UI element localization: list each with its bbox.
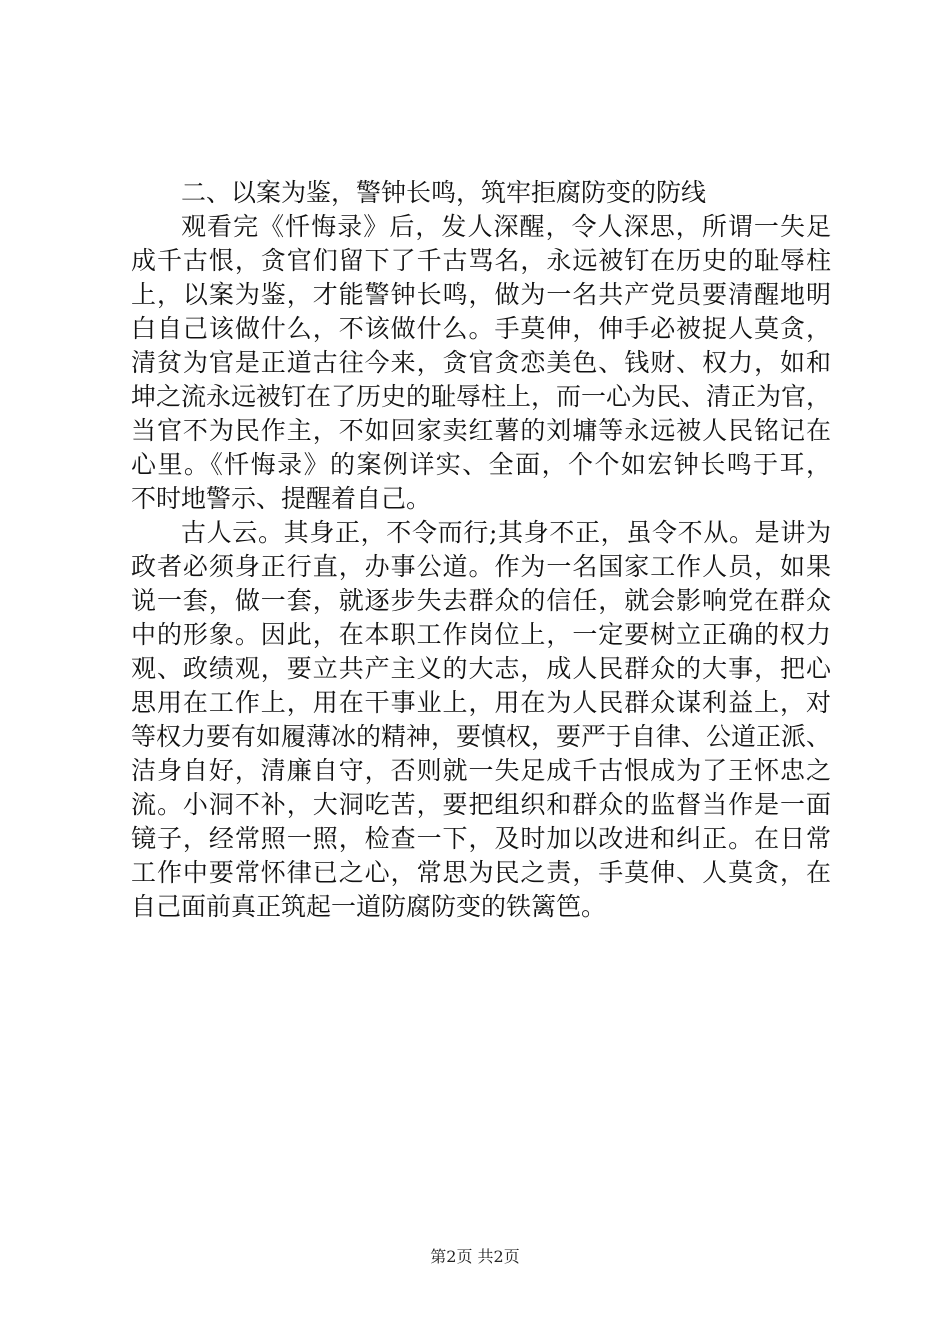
paragraph-line: 工作中要常怀律已之心，常思为民之责，手莫伸、人莫贪，在	[131, 858, 831, 887]
paragraph-line: 说一套，做一套，就逐步失去群众的信任，就会影响党在群众	[131, 586, 831, 615]
paragraph-line: 不时地警示、提醒着自己。	[131, 484, 432, 513]
paragraph-line: 心里。《忏悔录》的案例详实、全面，个个如宏钟长鸣于耳，	[131, 450, 831, 479]
paragraph-line: 观、政绩观，要立共产主义的大志，成人民群众的大事，把心	[131, 654, 831, 683]
paragraph-line: 镜子，经常照一照，检查一下，及时加以改进和纠正。在日常	[131, 824, 831, 853]
paragraph-line: 白自己该做什么，不该做什么。手莫伸，伸手必被捉人莫贪，	[131, 314, 831, 343]
paragraph-line: 等权力要有如履薄冰的精神，要慎权，要严于自律、公道正派、	[131, 722, 832, 751]
paragraph-line: 流。小洞不补，大洞吃苦，要把组织和群众的监督当作是一面	[131, 790, 831, 819]
paragraph-line: 思用在工作上，用在干事业上，用在为人民群众谋利益上，对	[131, 688, 831, 717]
paragraph-line: 坤之流永远被钉在了历史的耻辱柱上，而一心为民、清正为官，	[131, 382, 832, 411]
section-heading: 二、以案为鉴，警钟长鸣，筑牢拒腐防变的防线	[181, 178, 707, 207]
paragraph-line: 政者必须身正行直，办事公道。作为一名国家工作人员，如果	[131, 552, 831, 581]
paragraph-line: 洁身自好，清廉自守，否则就一失足成千古恨成为了王怀忠之	[131, 756, 831, 785]
paragraph-line: 清贫为官是正道古往今来，贪官贪恋美色、钱财、权力，如和	[131, 348, 831, 377]
paragraph-line: 自己面前真正筑起一道防腐防变的铁篱笆。	[131, 892, 607, 921]
paragraph-line: 上，以案为鉴，才能警钟长鸣，做为一名共产党员要清醒地明	[131, 280, 831, 309]
paragraph-line: 中的形象。因此，在本职工作岗位上，一定要树立正确的权力	[131, 620, 831, 649]
paragraph-line: 观看完《忏悔录》后，发人深醒，令人深思，所谓一失足	[181, 212, 831, 241]
paragraph-line: 成千古恨，贪官们留下了千古骂名，永远被钉在历史的耻辱柱	[131, 246, 831, 275]
paragraph-line: 当官不为民作主，不如回家卖红薯的刘墉等永远被人民铭记在	[131, 416, 831, 445]
page-number-footer: 第2页 共2页	[430, 1247, 520, 1266]
paragraph-line: 古人云。其身正，不令而行;其身不正，虽令不从。是讲为	[181, 518, 831, 547]
document-body	[131, 176, 831, 924]
